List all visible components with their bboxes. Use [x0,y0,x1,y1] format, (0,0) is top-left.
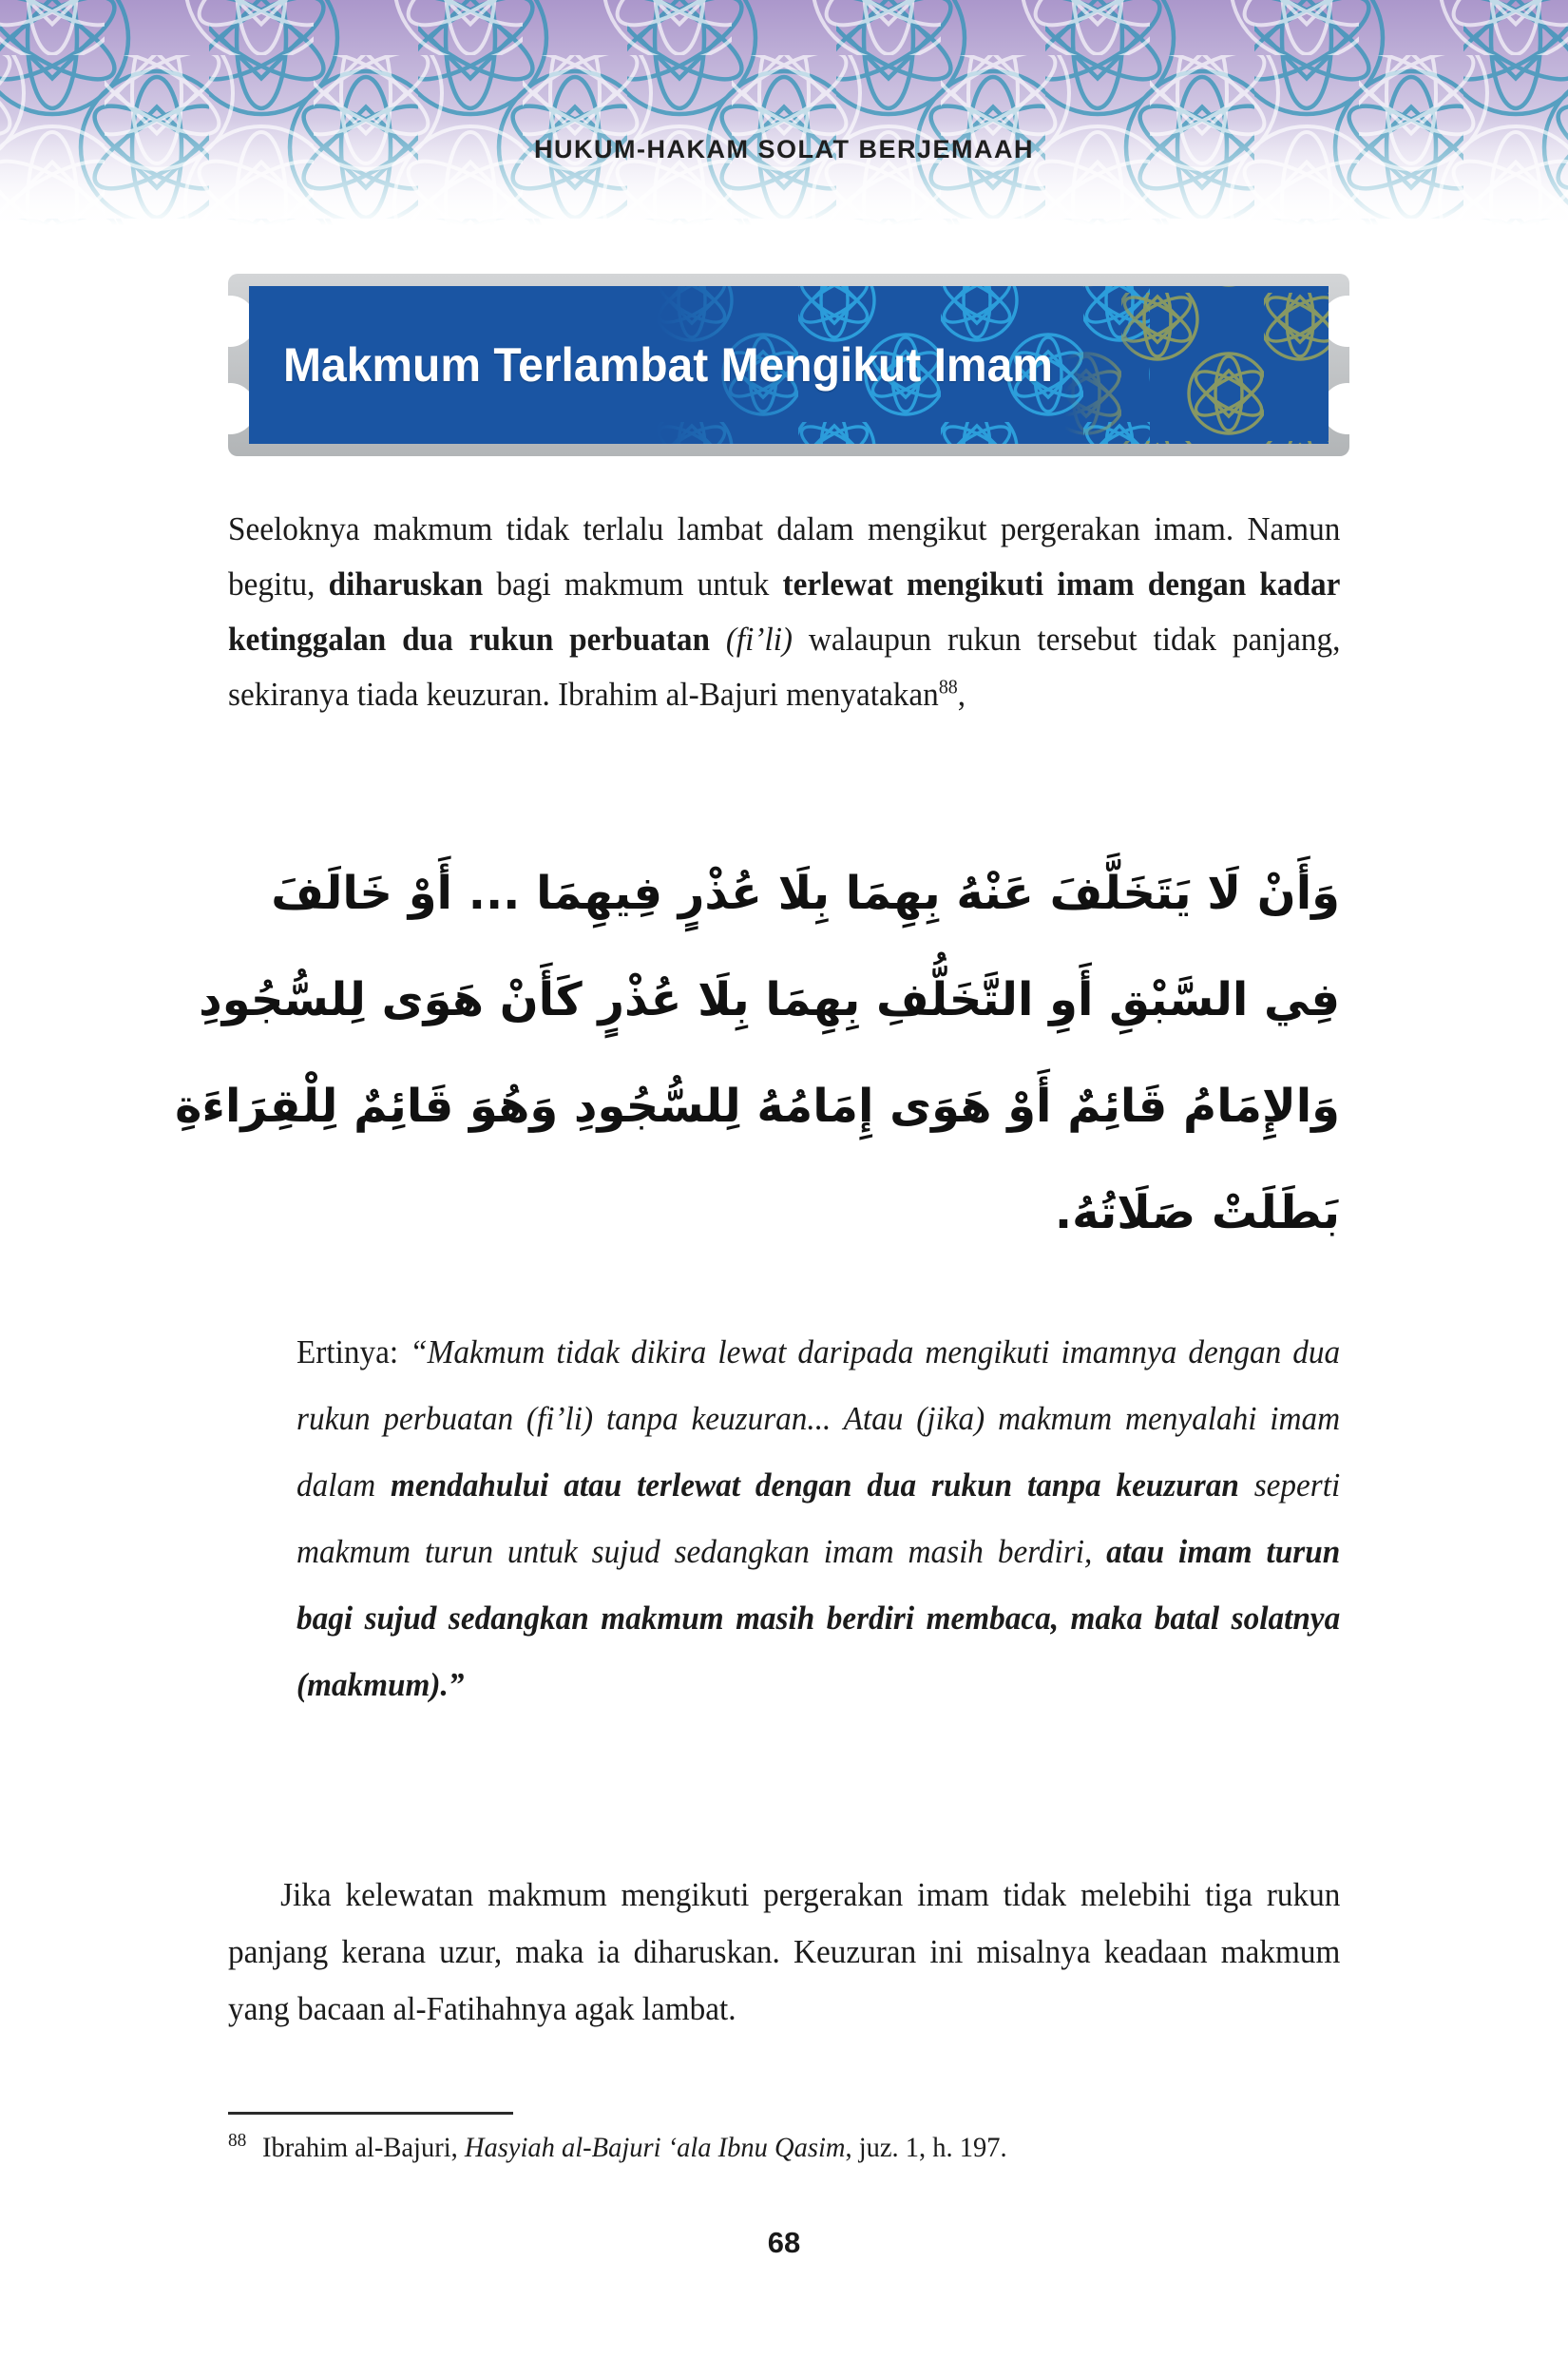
section-title: Makmum Terlambat Mengikut Imam [283,338,1053,392]
page-number: 68 [767,2226,801,2259]
footnote-separator [228,2112,513,2115]
paragraph-closing: Jika kelewatan makmum mengikuti pergerakan imam tidak melebihi tiga rukun panjang kerana uzur, maka ia diharuskan. Keuzuran ini misalnya keadaan makmum yang bacaan al-Fatihahnya agak lambat. [228,1876,1341,2027]
arabic-line: وَالإِمَامُ قَائِمٌ أَوْ هَوَى إِمَامُهُ لِلسُّجُودِ وَهُوَ قَائِمٌ لِلْقِرَاءَةِ [175,1080,1340,1133]
translation-paragraph: Ertinya: “Makmum tidak dikira lewat daripada mengikuti imamnya dengan dua rukun perbuatan (fi’li) tanpa keuzuran... Atau (jika) makmum menyalahi imam dalam mendahului atau terlewat dengan dua rukun tanpa keuzuran seperti makmum turun untuk sujud sedangkan imam masih berdiri, atau imam turun bagi sujud sedangkan makmum masih berdiri membaca, maka batal solatnya (makmum).” [296,1333,1341,1703]
section-title-banner [228,274,1349,456]
arabic-quote [175,840,1340,1266]
arabic-line: بَطَلَتْ صَلَاتُهُ. [1054,1186,1340,1239]
running-header: HUKUM-HAKAM SOLAT BERJEMAAH [534,135,1034,163]
decorative-header-band [0,0,1568,238]
arabic-line: فِي السَّبْقِ أَوِ التَّخَلُّفِ بِهِمَا بِلَا عُذْرٍ كَأَنْ هَوَى لِلسُّجُودِ [199,973,1340,1026]
footnote-88: $^{88}$ Ibrahim al-Bajuri, Hasyiah al-Bajuri ‘ala Ibnu Qasim, juz. 1, h. 197. [228,2130,1007,2163]
islamic-pattern-graphic [0,0,1568,238]
paragraph-intro: Seeloknya makmum tidak terlalu lambat dalam mengikut pergerakan imam. Namun begitu, diharuskan bagi makmum untuk terlewat mengikuti imam dengan kadar ketinggalan dua rukun perbuatan (fi’li) walaupun rukun tersebut tidak panjang, sekiranya tiada keuzuran. Ibrahim al-Bajuri menyatakan$^{88}$, [228,510,1341,713]
arabic-line: وَأَنْ لَا يَتَخَلَّفَ عَنْهُ بِهِمَا بِلَا عُذْرٍ فِيهِمَا ... أَوْ خَالَفَ [271,867,1340,920]
